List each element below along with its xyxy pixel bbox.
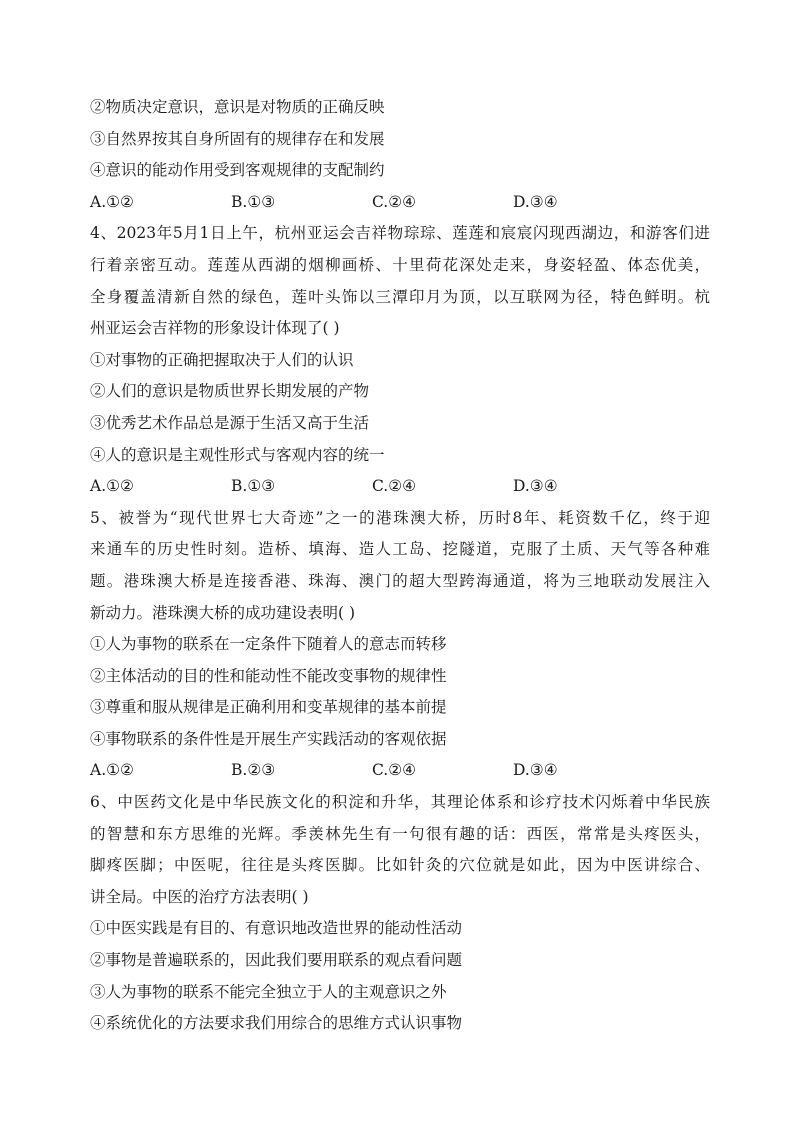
q4-answer-choices xyxy=(90,471,710,503)
q4-answer-d[interactable]: D.③④ xyxy=(513,477,558,496)
q4-option-4: ④人的意识是主观性形式与客观内容的统一 xyxy=(90,445,385,464)
q6-stem-line: 脚疼医脚；中医呢，往往是头疼医脚。比如针灸的穴位就是如此，因为中医讲综合、 xyxy=(90,856,710,875)
q6-stem-line: 6、中医药文化是中华民族文化的积淀和升华，其理论体系和诊疗技术闪烁着中华民族 xyxy=(90,793,710,812)
q3-option-4: ④意识的能动作用受到客观规律的支配制约 xyxy=(90,161,385,180)
q5-answer-a[interactable]: A.①② xyxy=(90,761,134,780)
q4-option-1: ①对事物的正确把握取决于人们的认识 xyxy=(90,350,354,369)
q3-answer-b[interactable]: B.①③ xyxy=(231,192,276,211)
q3-answer-choices xyxy=(90,187,710,219)
q5-option-4: ④事物联系的条件性是开展生产实践活动的客观依据 xyxy=(90,729,447,748)
q5-stem-line: 新动力。港珠澳大桥的成功建设表明( ) xyxy=(90,603,356,622)
exam-page xyxy=(90,92,710,1040)
q3-answer-d[interactable]: D.③④ xyxy=(513,192,558,211)
q3-option-3: ③自然界按其自身所固有的规律存在和发展 xyxy=(90,129,385,148)
question-6 xyxy=(90,787,710,1040)
q5-stem-line: 题。港珠澳大桥是连接香港、珠海、澳门的超大型跨海通道，将为三地联动发展注入 xyxy=(90,571,710,590)
question-4 xyxy=(90,218,710,502)
question-5 xyxy=(90,503,710,787)
q5-answer-choices xyxy=(90,755,710,787)
q3-answer-c[interactable]: C.②④ xyxy=(372,192,417,211)
q4-option-3: ③优秀艺术作品总是源于生活又高于生活 xyxy=(90,413,370,432)
q4-stem-line: 4、2023年5月1日上午，杭州亚运会吉祥物琮琮、莲莲和宸宸闪现西湖边，和游客们进 xyxy=(90,224,710,243)
q5-option-1: ①人为事物的联系在一定条件下随着人的意志而转移 xyxy=(90,635,447,654)
question-3 xyxy=(90,92,710,218)
q6-option-1: ①中医实践是有目的、有意识地改造世界的能动性活动 xyxy=(90,919,463,938)
q6-option-2: ②事物是普遍联系的，因此我们要用联系的观点看问题 xyxy=(90,951,463,970)
q6-option-4: ④系统优化的方法要求我们用综合的思维方式认识事物 xyxy=(90,1014,463,1033)
q5-option-2: ②主体活动的目的性和能动性不能改变事物的规律性 xyxy=(90,666,447,685)
q5-answer-d[interactable]: D.③④ xyxy=(513,761,558,780)
q4-option-2: ②人们的意识是物质世界长期发展的产物 xyxy=(90,382,370,401)
q4-stem-line: 州亚运会吉祥物的形象设计体现了( ) xyxy=(90,319,340,338)
q5-stem-line: 5、被誉为“现代世界七大奇迹”之一的港珠澳大桥，历时8年、耗资数千亿，终于迎 xyxy=(90,508,710,527)
q4-stem-line: 行着亲密互动。莲莲从西湖的烟柳画桥、十里荷花深处走来，身姿轻盈、体态优美， xyxy=(90,255,710,274)
q4-answer-a[interactable]: A.①② xyxy=(90,477,134,496)
q5-answer-b[interactable]: B.②③ xyxy=(231,761,276,780)
q4-answer-b[interactable]: B.①③ xyxy=(231,477,276,496)
q4-stem-line: 全身覆盖清新自然的绿色，莲叶头饰以三潭印月为顶，以互联网为径，特色鲜明。杭 xyxy=(90,287,710,306)
q6-option-3: ③人为事物的联系不能完全独立于人的主观意识之外 xyxy=(90,982,447,1001)
q4-answer-c[interactable]: C.②④ xyxy=(372,477,417,496)
q5-stem-line: 来通车的历史性时刻。造桥、填海、造人工岛、挖隧道，克服了土质、天气等各种难 xyxy=(90,540,710,559)
q5-option-3: ③尊重和服从规律是正确利用和变革规律的基本前提 xyxy=(90,698,447,717)
q5-answer-c[interactable]: C.②④ xyxy=(372,761,417,780)
q3-option-2: ②物质决定意识，意识是对物质的正确反映 xyxy=(90,98,385,116)
q6-stem-line: 讲全局。中医的治疗方法表明( ) xyxy=(90,887,309,906)
q6-stem-line: 的智慧和东方思维的光辉。季羡林先生有一句很有趣的话：西医，常常是头疼医头， xyxy=(90,824,710,843)
q3-answer-a[interactable]: A.①② xyxy=(90,192,134,211)
